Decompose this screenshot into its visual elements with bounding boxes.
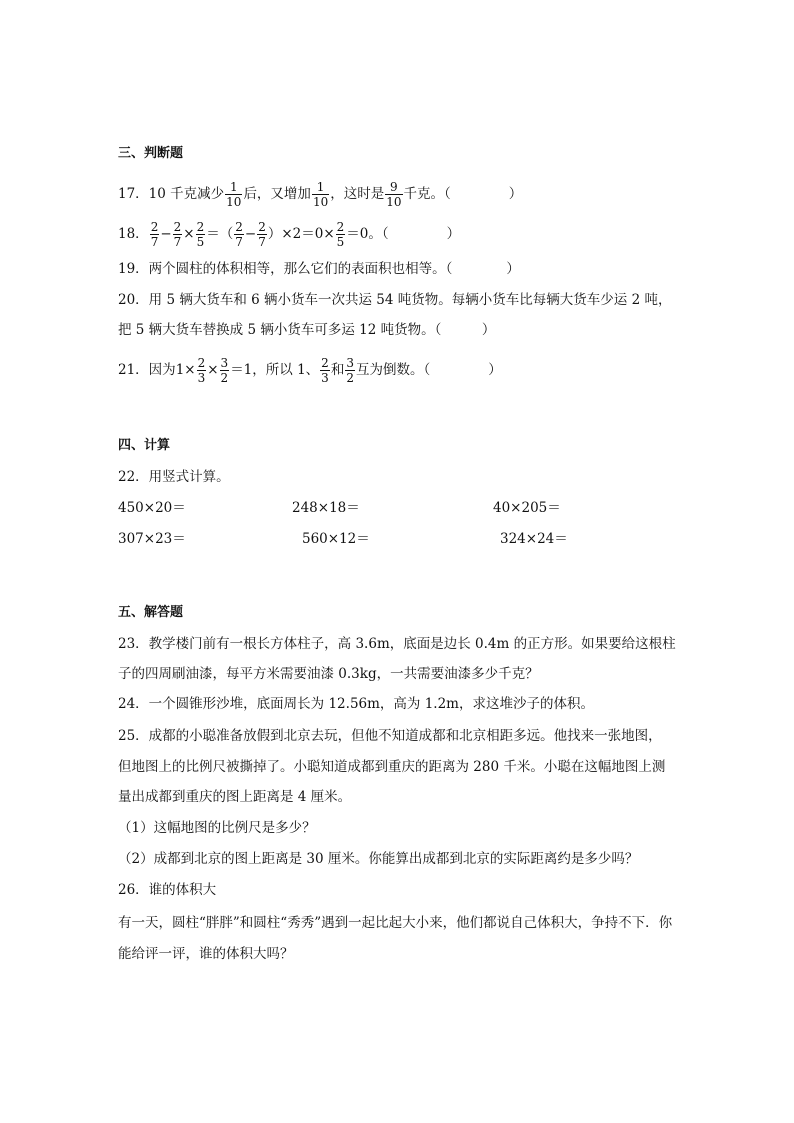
paren: （ <box>219 226 234 242</box>
question-25-line-1: 25．成都的小聪准备放假到北京去玩，但他不知道成都和北京相距多远。他找来一张地图， <box>118 728 662 744</box>
fraction: $\frac{1}{10}$ <box>312 180 329 209</box>
q18-text-close: ） <box>446 226 461 242</box>
number: 0 <box>314 226 324 242</box>
number: 1× <box>175 362 196 378</box>
section-heading-calculation: 四、计算 <box>118 438 171 453</box>
fraction: $\frac{2}{3}$ <box>321 356 329 385</box>
question-22: 22．用竖式计算。 <box>118 469 230 485</box>
operator: × <box>281 226 293 242</box>
paren: ） <box>267 226 282 242</box>
operator: ＝ <box>301 226 315 242</box>
number: 2 <box>292 226 302 242</box>
operator: − <box>160 226 172 242</box>
q17-text-3: ，这时是 <box>330 186 385 202</box>
question-25-sub-1: （1）这幅地图的比例尺是多少？ <box>118 820 316 836</box>
section-heading-word-problems: 五、解答题 <box>118 605 184 620</box>
fraction: $\frac{2}{3}$ <box>197 356 206 385</box>
fraction: $\frac{3}{2}$ <box>346 356 354 385</box>
q21-text-4: 互为倒数。（ <box>355 362 431 378</box>
question-26-title: 26．谁的体积大 <box>118 882 217 898</box>
question-23-line-2: 子的四周刷油漆，每平方米需要油漆 0.3kg，一共需要油漆多少千克？ <box>118 666 539 682</box>
fraction: $\frac{2}{7}$ <box>258 220 266 249</box>
question-24: 24．一个圆锥形沙堆，底面周长为 12.56m，高为 1.2m，求这堆沙子的体积。 <box>118 696 594 712</box>
fraction: $\frac{2}{7}$ <box>150 220 159 249</box>
calc-item: 307×23＝ <box>118 531 186 547</box>
q21-text-1: 21．因为 <box>118 362 176 378</box>
fraction: $\frac{2}{5}$ <box>196 220 205 249</box>
operator: × <box>207 362 219 378</box>
question-25-sub-2: （2）成都到北京的图上距离是 30 厘米。你能算出成都到北京的实际距离约是多少吗？ <box>118 851 639 867</box>
fraction: $\frac{2}{7}$ <box>173 220 182 249</box>
question-23-line-1: 23．教学楼门前有一根长方体柱子，高 3.6m，底面是边长 0.4m 的正方形。如果要给这根柱 <box>118 636 676 652</box>
operator: × <box>183 226 195 242</box>
q18-text-end: ＝0。（ <box>346 226 389 242</box>
question-26-line-2: 能给评一评，谁的体积大吗？ <box>118 946 294 962</box>
calc-item: 450×20＝ <box>118 500 186 516</box>
question-19: 19．两个圆柱的体积相等，那么它们的表面积也相等。（ ） <box>118 261 520 277</box>
operator: − <box>244 226 257 242</box>
q21-text-2: ＝1，所以 1、 <box>230 362 320 378</box>
question-18 <box>118 220 460 249</box>
calc-item: 324×24＝ <box>500 531 568 547</box>
section-heading-judgement: 三、判断题 <box>118 146 184 161</box>
question-20-line-2: 把 5 辆大货车替换成 5 辆小货车可多运 12 吨货物。（ ） <box>118 322 496 338</box>
q17-text-1: 17．10 千克减少 <box>118 186 225 202</box>
calc-item: 40×205＝ <box>493 500 561 516</box>
q21-text-3: 和 <box>330 362 345 378</box>
question-25-line-2: 但地图上的比例尺被撕掉了。小聪知道成都到重庆的距离为 280 千米。小聪在这幅地图上测 <box>118 759 666 775</box>
q17-text-2: 后，又增加 <box>243 186 311 202</box>
fraction: $\frac{3}{2}$ <box>220 356 229 385</box>
fraction: $\frac{9}{10}$ <box>386 180 402 209</box>
question-26-line-1: 有一天，圆柱“胖胖”和圆柱“秀秀”遇到一起比起大小来，他们都说自己体积大，争持不下．你 <box>118 915 673 931</box>
q21-text-close: ） <box>488 362 502 378</box>
q17-text-4: 千克。（ <box>403 186 451 202</box>
q18-number: 18． <box>118 226 149 242</box>
fraction: $\frac{2}{5}$ <box>336 220 345 249</box>
question-21 <box>118 356 502 385</box>
operator: × <box>323 226 335 242</box>
operator: ＝ <box>206 226 220 242</box>
question-25-line-3: 量出成都到重庆的图上距离是 4 厘米。 <box>118 789 352 805</box>
fraction: $\frac{2}{7}$ <box>235 220 243 249</box>
fraction: $\frac{1}{10}$ <box>226 180 242 209</box>
question-20-line-1: 20．用 5 辆大货车和 6 辆小货车一次共运 54 吨货物。每辆小货车比每辆大货车少运 2 吨， <box>118 292 672 308</box>
question-17 <box>118 180 522 209</box>
q17-text-5: ） <box>508 186 523 202</box>
calc-item: 560×12＝ <box>302 531 370 547</box>
calc-item: 248×18＝ <box>292 500 360 516</box>
